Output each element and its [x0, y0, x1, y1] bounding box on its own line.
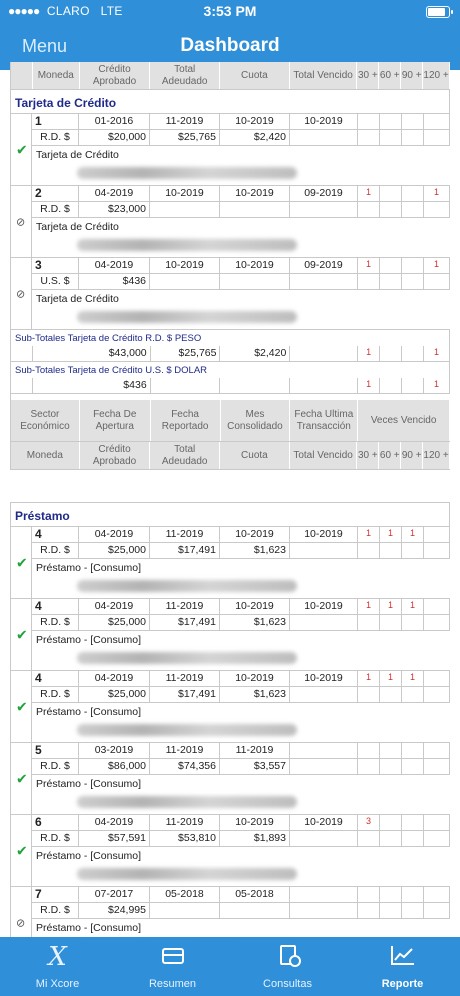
col-credito: Crédito Aprobado	[80, 442, 151, 469]
record-type: Tarjeta de Crédito	[36, 293, 119, 305]
tab-label: Reporte	[381, 978, 424, 990]
record-status	[11, 743, 32, 814]
total-vencido	[290, 903, 358, 919]
record-number: 4	[32, 671, 79, 687]
col-vencido: Total Vencido	[290, 62, 358, 89]
col-veces-vencido: Veces Vencido	[358, 400, 450, 441]
col-60: 60 +	[379, 62, 401, 89]
vencido-60: 1	[380, 599, 402, 615]
col-vencido: Total Vencido	[290, 442, 358, 469]
total-vencido	[290, 543, 358, 559]
cuota: $1,623	[220, 687, 290, 703]
total-vencido	[290, 130, 358, 146]
vencido-60	[380, 186, 402, 202]
mes-consolidado: 10-2019	[220, 114, 290, 130]
redacted-creditor	[77, 796, 297, 808]
col-moneda: Moneda	[33, 62, 80, 89]
vencido-90	[402, 743, 424, 759]
vencido-120	[424, 114, 450, 130]
record-type: Préstamo - [Consumo]	[36, 922, 142, 934]
tab-resumen[interactable]	[115, 937, 230, 996]
redacted-creditor	[77, 239, 297, 251]
credit-card-icon	[162, 945, 184, 969]
subtotal-peso	[11, 330, 450, 362]
fecha-reportado: 11-2019	[150, 114, 220, 130]
subtotal-dolar	[11, 362, 450, 394]
line-chart-icon	[391, 945, 415, 970]
cuota	[220, 202, 290, 218]
record-type: Tarjeta de Crédito	[36, 221, 119, 233]
status-bar	[0, 0, 460, 24]
cuota: $3,557	[220, 759, 290, 775]
moneda: R.D. $	[32, 615, 79, 631]
vencido-60	[380, 258, 402, 274]
record-prestamo	[11, 527, 450, 599]
record-prestamo	[11, 671, 450, 743]
subtotal-cuota: $2,420	[220, 346, 290, 361]
record-number: 6	[32, 815, 79, 831]
check-icon: ✔	[16, 554, 28, 570]
check-icon: ✔	[16, 698, 28, 714]
carrier-name: CLARO	[46, 4, 90, 18]
blocked-icon: ⊘	[16, 216, 26, 228]
fecha-reportado: 10-2019	[150, 186, 220, 202]
fecha-apertura: 07-2017	[79, 887, 150, 903]
moneda: R.D. $	[32, 202, 79, 218]
credito-aprobado: $57,591	[79, 831, 150, 847]
mes-consolidado: 10-2019	[220, 599, 290, 615]
record-prestamo	[11, 815, 450, 887]
col-adeudado: Total Adeudado	[150, 442, 220, 469]
moneda: R.D. $	[32, 130, 79, 146]
record-number: 4	[32, 527, 79, 543]
subtotal-credito: $43,000	[33, 346, 151, 361]
vencido-60	[380, 815, 402, 831]
vencido-30: 1	[358, 527, 380, 543]
battery-icon	[426, 6, 450, 18]
fecha-apertura: 03-2019	[79, 743, 150, 759]
record-type: Préstamo - [Consumo]	[36, 562, 142, 574]
report-scroll-area[interactable]	[0, 63, 460, 937]
total-adeudado: $17,491	[150, 615, 220, 631]
subtotal-30: 1	[358, 346, 380, 361]
check-icon: ✔	[16, 842, 28, 858]
subtotal-cuota	[220, 378, 290, 393]
record-status	[11, 114, 32, 185]
col-consolidado: Mes Consolidado	[221, 400, 291, 441]
subtotal-label: Sub-Totales Tarjeta de Crédito U.S. $ DOLAR	[11, 362, 450, 378]
subtotal-credito: $436	[33, 378, 151, 393]
table-header	[11, 62, 450, 90]
redacted-creditor	[77, 652, 297, 664]
vencido-30: 1	[358, 258, 380, 274]
network-type: LTE	[100, 4, 123, 18]
cuota	[220, 903, 290, 919]
col-sector: Sector Económico	[11, 400, 80, 441]
mes-consolidado: 05-2018	[220, 887, 290, 903]
record-number: 2	[32, 186, 79, 202]
moneda: R.D. $	[32, 759, 79, 775]
document-search-icon	[280, 945, 296, 970]
fecha-reportado: 11-2019	[150, 815, 220, 831]
col-reportado: Fecha Reportado	[151, 400, 221, 441]
col-apertura: Fecha De Apertura	[80, 400, 151, 441]
tab-label: Mi Xcore	[35, 978, 80, 990]
fecha-ultima	[290, 887, 358, 903]
vencido-90: 1	[402, 527, 424, 543]
col-cuota: Cuota	[220, 62, 290, 89]
total-adeudado	[150, 274, 220, 290]
redacted-creditor	[77, 580, 297, 592]
subtotal-120: 1	[424, 346, 450, 361]
status-time: 3:53 PM	[203, 3, 257, 19]
vencido-30	[358, 887, 380, 903]
fecha-ultima: 09-2019	[290, 258, 358, 274]
check-icon: ✔	[16, 770, 28, 786]
fecha-ultima	[290, 743, 358, 759]
fecha-apertura: 04-2019	[79, 599, 150, 615]
fecha-apertura: 04-2019	[79, 527, 150, 543]
vencido-60	[380, 887, 402, 903]
total-vencido	[290, 759, 358, 775]
fecha-ultima: 09-2019	[290, 186, 358, 202]
section-title-tarjeta: Tarjeta de Crédito	[11, 90, 450, 114]
fecha-apertura: 04-2019	[79, 186, 150, 202]
fecha-ultima: 10-2019	[290, 527, 358, 543]
record-number: 4	[32, 599, 79, 615]
vencido-30: 3	[358, 815, 380, 831]
vencido-60: 1	[380, 671, 402, 687]
moneda: R.D. $	[32, 831, 79, 847]
record-number: 5	[32, 743, 79, 759]
record-number: 3	[32, 258, 79, 274]
subtotal-30: 1	[358, 378, 380, 393]
fecha-reportado: 05-2018	[150, 887, 220, 903]
record-status	[11, 527, 32, 598]
subtotal-adeudado	[151, 378, 221, 393]
fecha-ultima: 10-2019	[290, 599, 358, 615]
mes-consolidado: 10-2019	[220, 527, 290, 543]
col-120: 120 +	[423, 62, 450, 89]
total-adeudado	[150, 202, 220, 218]
record-type: Préstamo - [Consumo]	[36, 706, 142, 718]
vencido-120	[424, 671, 450, 687]
cuota: $1,893	[220, 831, 290, 847]
vencido-120: 1	[424, 186, 450, 202]
moneda: U.S. $	[32, 274, 79, 290]
col-moneda: Moneda	[11, 442, 80, 469]
signal-icon: ●●●●●	[8, 4, 40, 18]
prestamo-table	[10, 502, 450, 959]
xcore-logo-icon: X	[48, 942, 67, 972]
tab-consultas[interactable]	[230, 937, 345, 996]
vencido-90	[402, 114, 424, 130]
record-tarjeta	[11, 258, 450, 330]
vencido-90	[402, 815, 424, 831]
col-30: 30 +	[357, 62, 379, 89]
redacted-creditor	[77, 311, 297, 323]
mes-consolidado: 10-2019	[220, 671, 290, 687]
vencido-90	[402, 887, 424, 903]
cuota: $1,623	[220, 543, 290, 559]
total-vencido	[290, 687, 358, 703]
blocked-icon: ⊘	[16, 288, 26, 300]
vencido-90	[402, 186, 424, 202]
vencido-120	[424, 743, 450, 759]
vencido-30: 1	[358, 186, 380, 202]
col-120: 120 +	[423, 442, 450, 469]
redacted-creditor	[77, 724, 297, 736]
fecha-apertura: 04-2019	[79, 815, 150, 831]
vencido-120	[424, 815, 450, 831]
record-type: Préstamo - [Consumo]	[36, 778, 142, 790]
col-90: 90 +	[401, 62, 423, 89]
vencido-30	[358, 743, 380, 759]
tab-reporte[interactable]	[345, 937, 460, 996]
tab-label: Resumen	[148, 978, 197, 990]
fecha-ultima: 10-2019	[290, 114, 358, 130]
check-icon: ✔	[16, 141, 28, 157]
vencido-90	[402, 258, 424, 274]
vencido-90: 1	[402, 599, 424, 615]
credito-aprobado: $25,000	[79, 615, 150, 631]
credito-aprobado: $20,000	[79, 130, 150, 146]
total-adeudado: $74,356	[150, 759, 220, 775]
col-90: 90 +	[401, 442, 423, 469]
credito-aprobado: $25,000	[79, 687, 150, 703]
col-credito: Crédito Aprobado	[80, 62, 151, 89]
record-status	[11, 815, 32, 886]
tab-label: Consultas	[263, 978, 312, 990]
credito-aprobado: $25,000	[79, 543, 150, 559]
record-status	[11, 186, 32, 257]
total-vencido	[290, 831, 358, 847]
total-adeudado	[150, 903, 220, 919]
page-title: Dashboard	[180, 35, 280, 56]
total-vencido	[290, 274, 358, 290]
credito-aprobado: $24,995	[79, 903, 150, 919]
tab-mi-xcore[interactable]	[0, 937, 115, 996]
fecha-apertura: 04-2019	[79, 258, 150, 274]
col-ultima: Fecha Ultima Transacción	[290, 400, 358, 441]
record-type: Tarjeta de Crédito	[36, 149, 119, 161]
record-status	[11, 671, 32, 742]
record-type: Préstamo - [Consumo]	[36, 850, 142, 862]
total-adeudado: $25,765	[150, 130, 220, 146]
col-adeudado: Total Adeudado	[150, 62, 220, 89]
mes-consolidado: 10-2019	[220, 815, 290, 831]
menu-button[interactable]: Menu	[22, 36, 68, 56]
tab-bar	[0, 937, 460, 996]
subtotal-label: Sub-Totales Tarjeta de Crédito R.D. $ PESO	[11, 330, 450, 346]
record-number: 1	[32, 114, 79, 130]
vencido-60: 1	[380, 527, 402, 543]
vencido-90: 1	[402, 671, 424, 687]
col-60: 60 +	[379, 442, 401, 469]
record-tarjeta	[11, 186, 450, 258]
redacted-creditor	[77, 868, 297, 880]
fecha-ultima: 10-2019	[290, 815, 358, 831]
vencido-60	[380, 743, 402, 759]
vencido-120	[424, 599, 450, 615]
vencido-60	[380, 114, 402, 130]
record-prestamo	[11, 743, 450, 815]
vencido-120	[424, 527, 450, 543]
record-status	[11, 258, 32, 329]
fecha-reportado: 11-2019	[150, 527, 220, 543]
mes-consolidado: 10-2019	[220, 186, 290, 202]
credito-aprobado: $23,000	[79, 202, 150, 218]
check-icon: ✔	[16, 626, 28, 642]
record-number: 7	[32, 887, 79, 903]
vencido-120	[424, 887, 450, 903]
moneda: R.D. $	[32, 543, 79, 559]
subtotal-120: 1	[424, 378, 450, 393]
fecha-apertura: 04-2019	[79, 671, 150, 687]
moneda: R.D. $	[32, 903, 79, 919]
fecha-ultima: 10-2019	[290, 671, 358, 687]
vencido-30	[358, 114, 380, 130]
mes-consolidado: 11-2019	[220, 743, 290, 759]
total-vencido	[290, 615, 358, 631]
fecha-apertura: 01-2016	[79, 114, 150, 130]
fecha-reportado: 10-2019	[150, 258, 220, 274]
total-adeudado: $53,810	[150, 831, 220, 847]
record-prestamo	[11, 599, 450, 671]
cuota	[220, 274, 290, 290]
moneda: R.D. $	[32, 687, 79, 703]
record-type: Préstamo - [Consumo]	[36, 634, 142, 646]
vencido-120: 1	[424, 258, 450, 274]
subtotal-adeudado: $25,765	[151, 346, 221, 361]
credito-aprobado: $436	[79, 274, 150, 290]
redacted-creditor	[77, 167, 297, 179]
record-status	[11, 599, 32, 670]
total-adeudado: $17,491	[150, 687, 220, 703]
blocked-icon: ⊘	[16, 917, 26, 929]
col-cuota: Cuota	[220, 442, 290, 469]
fecha-reportado: 11-2019	[150, 599, 220, 615]
vencido-30: 1	[358, 599, 380, 615]
cuota: $2,420	[220, 130, 290, 146]
cuota: $1,623	[220, 615, 290, 631]
fecha-reportado: 11-2019	[150, 671, 220, 687]
tarjeta-table	[10, 62, 450, 470]
total-vencido	[290, 202, 358, 218]
col-30: 30 +	[357, 442, 379, 469]
credito-aprobado: $86,000	[79, 759, 150, 775]
record-tarjeta	[11, 114, 450, 186]
vencido-30: 1	[358, 671, 380, 687]
mes-consolidado: 10-2019	[220, 258, 290, 274]
fecha-reportado: 11-2019	[150, 743, 220, 759]
table-header	[11, 442, 450, 470]
table-header-full	[11, 400, 450, 442]
total-adeudado: $17,491	[150, 543, 220, 559]
section-title-prestamo: Préstamo	[11, 503, 450, 527]
